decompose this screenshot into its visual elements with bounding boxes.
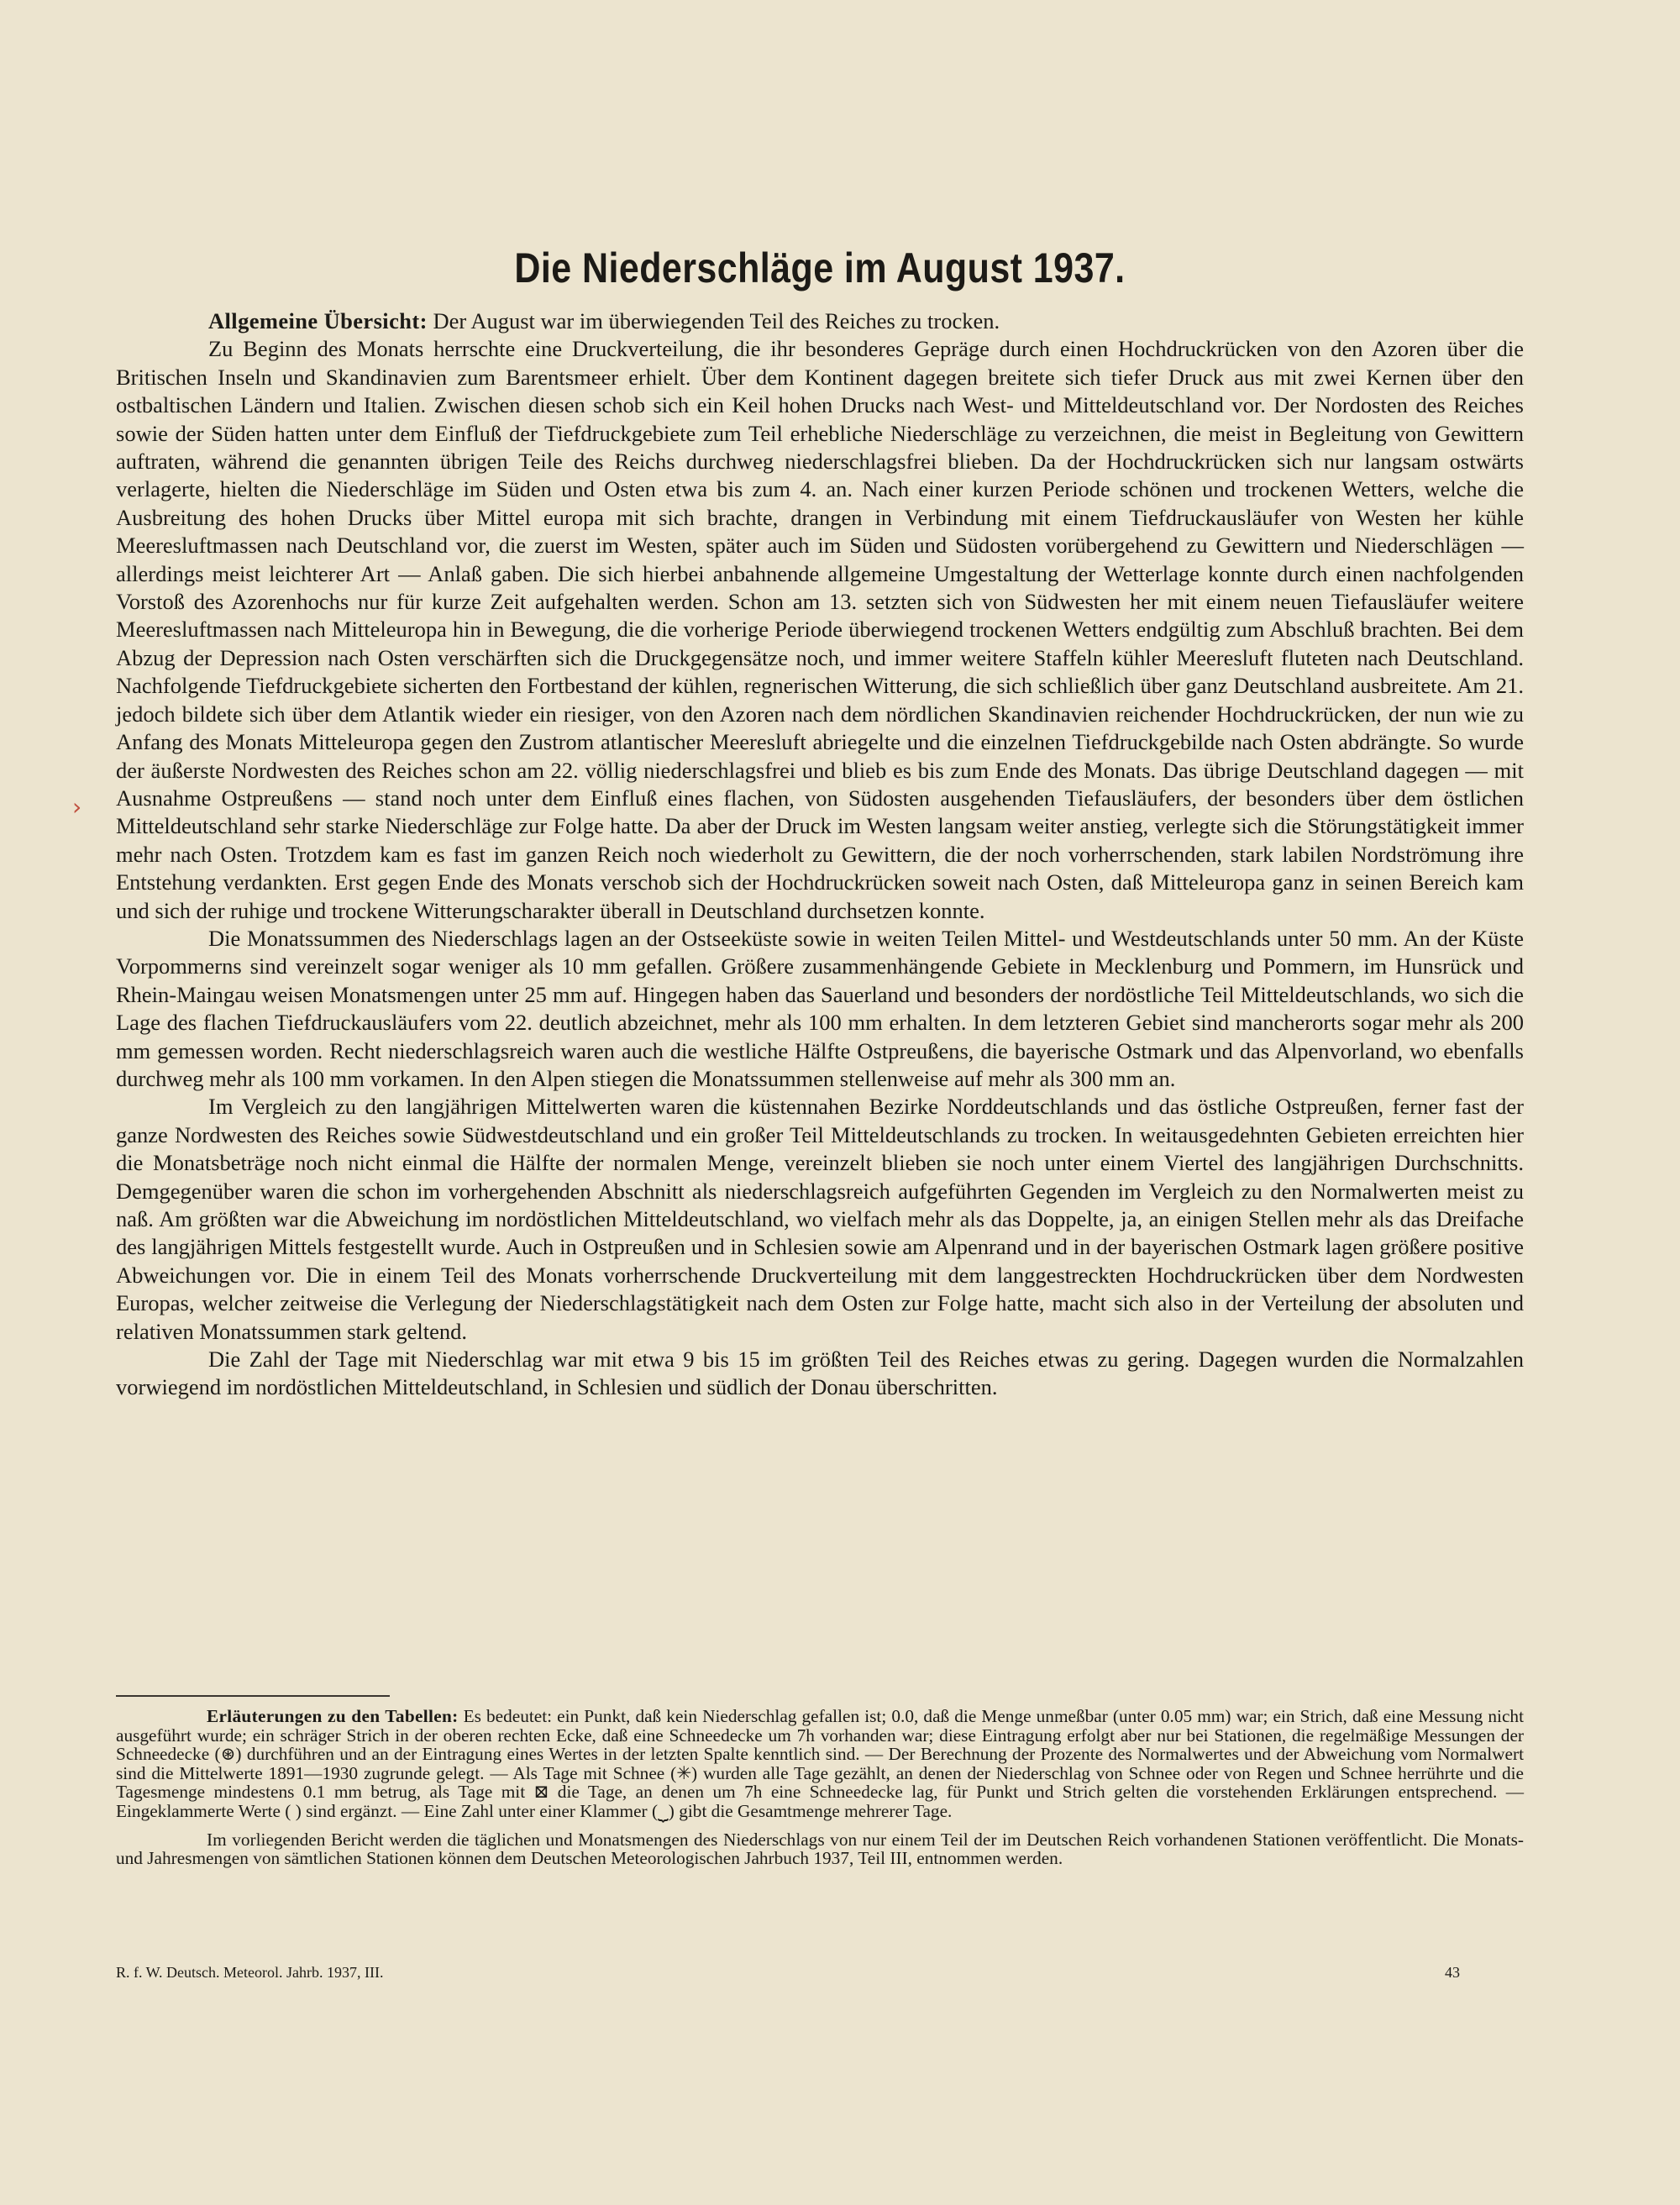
paragraph-precipitation-days: Die Zahl der Tage mit Niederschlag war mit etwa 9 bis 15 im größten Teil des Reiches etwas zu gering. Dagegen wurden die Normalzahlen vorwiegend im nordöstlichen Mitteldeutschland, in Schlesien und südlich der Donau überschritten. <box>116 1347 1524 1400</box>
paragraph-lead: Allgemeine Übersicht: <box>208 308 428 333</box>
main-content <box>116 244 1524 1402</box>
footnote-divider <box>116 1695 390 1697</box>
paragraph-comparison-means: Im Vergleich zu den langjährigen Mittelwerten waren die küstennahen Bezirke Norddeutschlands und das östliche Ostpreußen, ferner fast der ganze Nordwesten des Reiches sowie Südwestdeutschland und ein großer Teil Mitteldeutschlands zu trocken. In weitausgedehnten Gebieten erreichten hier die Monatsbeträge noch nicht einmal die Hälfte der normalen Menge, vereinzelt blieben sie noch unter einem Viertel des langjährigen Durchschnitts. Demgegenüber waren die schon im vorhergehenden Abschnitt als niederschlagsreich aufgeführten Gegenden im Vergleich zu den Normalwerten meist zu naß. Am größten war die Abweichung im nordöstlichen Mitteldeutschland, wo vielfach mehr als das Doppelte, ja, an einigen Stellen mehr als das Dreifache des langjährigen Mittels festgestellt wurde. Auch in Ostpreußen und in Schlesien sowie am Alpenrand und in der bayerischen Ostmark lagen größere positive Abweichungen vor. Die in einem Teil des Monats vorherrschende Druckverteilung mit dem langgestreckten Hochdruckrücken über dem Nordwesten Europas, welcher zeitweise die Verlegung der Niederschlagstätigkeit nach dem Osten zur Folge hatte, macht sich also in der Verteilung der absoluten und relativen Monatssummen stark geltend. <box>116 1094 1524 1344</box>
paragraph-text: Der August war im überwiegenden Teil des Reiches zu trocken. <box>427 308 1000 333</box>
page-number: 43 <box>1445 1964 1460 1981</box>
footnote-report-note: Im vorliegenden Bericht werden die täglichen und Monatsmengen des Niederschlags von nur einem Teil der im Deutschen Reich vorhandenen Stationen veröffentlicht. Die Monats- und Jahresmengen von sämtlichen Stationen können dem Deutschen Meteorologischen Jahrbuch 1937, Teil III, entnommen werden. <box>116 1829 1524 1869</box>
paragraph-monthly-totals: Die Monatssummen des Niederschlags lagen an der Ostseeküste sowie in weiten Teilen Mittel- und Westdeutschlands unter 50 mm. An der Küste Vorpommerns sind vereinzelt sogar weniger als 10 mm gefallen. Größere zusammenhängende Gebiete in Mecklenburg und Pommern, im Hunsrück und Rhein-Maingau weisen Monatsmengen unter 25 mm auf. Hingegen haben das Sauerland und besonders der nordöstliche Teil Mitteldeutschlands, wo sich die Lage des flachen Tiefdruckausläufers vom 22. deutlich abzeichnet, mehr als 100 mm erhalten. In dem letzteren Gebiet sind mancherorts sogar mehr als 200 mm gemessen worden. Recht niederschlagsreich waren auch die westliche Hälfte Ostpreußens, die bayerische Ostmark und das Alpenvorland, wo ebenfalls durchweg mehr als 100 mm vorkamen. In den Alpen stiegen die Monatssummen stellenweise auf mehr als 300 mm an. <box>116 925 1524 1091</box>
footnotes <box>116 1707 1524 1877</box>
paragraph-weather-situation: Zu Beginn des Monats herrschte eine Druckverteilung, die ihr besonderes Gepräge durch einen Hochdruckrücken von den Azoren über die Britischen Inseln und Skandinavien zum Barentsmeer erhielt. Über dem Kontinent dagegen breitete sich tiefer Druck aus mit zwei Kernen über den ostbaltischen Ländern und Italien. Zwischen diesen schob sich ein Keil hohen Drucks nach West- und Mitteldeutschland vor. Der Nordosten des Reiches sowie der Süden hatten unter dem Einfluß der Tiefdruckgebiete zum Teil erhebliche Niederschläge zu verzeichnen, die meist in Begleitung von Gewittern auftraten, während die genannten übrigen Teile des Reichs durchweg niederschlagsfrei blieben. Da der Hochdruckrücken sich nur langsam ostwärts verlagerte, hielten die Niederschläge im Süden und Osten etwa bis zum 4. an. Nach einer kurzen Periode schönen und trockenen Wetters, welche die Ausbreitung des hohen Drucks über Mittel europa mit sich brachte, drangen in Verbindung mit einem Tiefdruckausläufer von Westen her kühle Meeresluftmassen nach Deutschland vor, die zuerst im Westen, später auch im Süden und Südosten vorübergehend zu Gewittern und Niederschlägen — allerdings meist leichterer Art — Anlaß gaben. Die sich hierbei anbahnende allgemeine Umgestaltung der Wetterlage konnte durch einen nachfolgenden Vorstoß des Azorenhochs nur für kurze Zeit aufgehalten werden. Schon am 13. setzten sich von Südwesten her mit einem neuen Tiefausläufer weitere Meeresluftmassen nach Mitteleuropa hin in Bewegung, die die vorherige Periode überwiegend trockenen Wetters endgültig zum Abschluß brachten. Bei dem Abzug der Depression nach Osten verschärften sich die Druckgegensätze noch, und immer weitere Staffeln kühler Meeresluft fluteten nach Deutschland. Nachfolgende Tiefdruckgebiete sicherten den Fortbestand der kühlen, regnerischen Witterung, die sich schließlich über ganz Deutschland ausbreitete. Am 21. jedoch bildete sich über dem Atlantik wieder ein riesiger, von den Azoren nach dem nördlichen Skandinavien reichender Hochdruckrücken, der nun wie zu Anfang des Monats Mitteleuropa gegen den Zustrom atlantischer Meeresluft abriegelte und die einzelnen Tiefdruckgebilde nach Osten abdrängte. So wurde der äußerste Nordwesten des Reiches schon am 22. völlig niederschlagsfrei und blieb es bis zum Ende des Monats. Das übrige Deutschland dagegen — mit Ausnahme Ostpreußens — stand noch unter dem Einfluß eines flachen, von Südosten ausgehenden Tiefausläufers, der besonders über dem östlichen Mitteldeutschland sehr starke Niederschläge zur Folge hatte. Da aber der Druck im Westen langsam weiter anstieg, verlegte sich die Störungstätigkeit immer mehr nach Osten. Trotzdem kam es fast im ganzen Reich noch wiederholt zu Gewittern, die der noch vorherrschenden, stark labilen Nordströmung ihre Entstehung verdankten. Erst gegen Ende des Monats verschob sich der Hochdruckrücken soweit nach Osten, daß Mitteleuropa ganz in seinen Bereich kam und sich der ruhige und trockene Witterungscharakter überall in Deutschland durchsetzen konnte. <box>116 336 1524 923</box>
page-title: Die Niederschläge im August 1937. <box>514 244 1126 291</box>
page-footer <box>116 1964 1460 1982</box>
footnote-lead: Erläuterungen zu den Tabellen: <box>207 1706 459 1726</box>
margin-pencil-mark: › <box>72 793 82 821</box>
footer-source: R. f. W. Deutsch. Meteorol. Jahrb. 1937, III. <box>116 1964 384 1981</box>
paragraph-overview <box>116 307 1524 335</box>
footnote-text: Es bedeutet: ein Punkt, daß kein Niederschlag gefallen ist; 0.0, daß die Menge unmeßbar (unter 0.05 mm) war; ein Strich, daß eine Messung nicht ausgeführt wurde; ein schräger Strich in der oberen rechten Ecke, daß eine Schneedecke um 7h vorhanden war; diese Eintragung erfolgt aber nur bei Stationen, die regelmäßige Messungen der Schneedecke (⊛) durchführen und an der Eintragung eines Wertes in der letzten Spalte kenntlich sind. — Der Berechnung der Prozente des Normalwertes und der Abweichung vom Normalwert sind die Mittelwerte 1891—1930 zugrunde gelegt. — Als Tage mit Schnee (✳) wurden alle Tage gezählt, an denen der Niederschlag von Schnee oder von Regen und Schnee herrührte und die Tagesmenge mindestens 0.1 mm betrug, als Tage mit ⊠ die Tage, an denen um 7h eine Schneedecke lag, für Punkt und Strich gelten die vorstehenden Erklärungen entsprechend. — Eingeklammerte Werte ( ) sind ergänzt. — Eine Zahl unter einer Klammer (⏟) gibt die Gesamtmenge mehrerer Tage. <box>116 1706 1524 1821</box>
footnote-table-explanations <box>116 1707 1524 1821</box>
